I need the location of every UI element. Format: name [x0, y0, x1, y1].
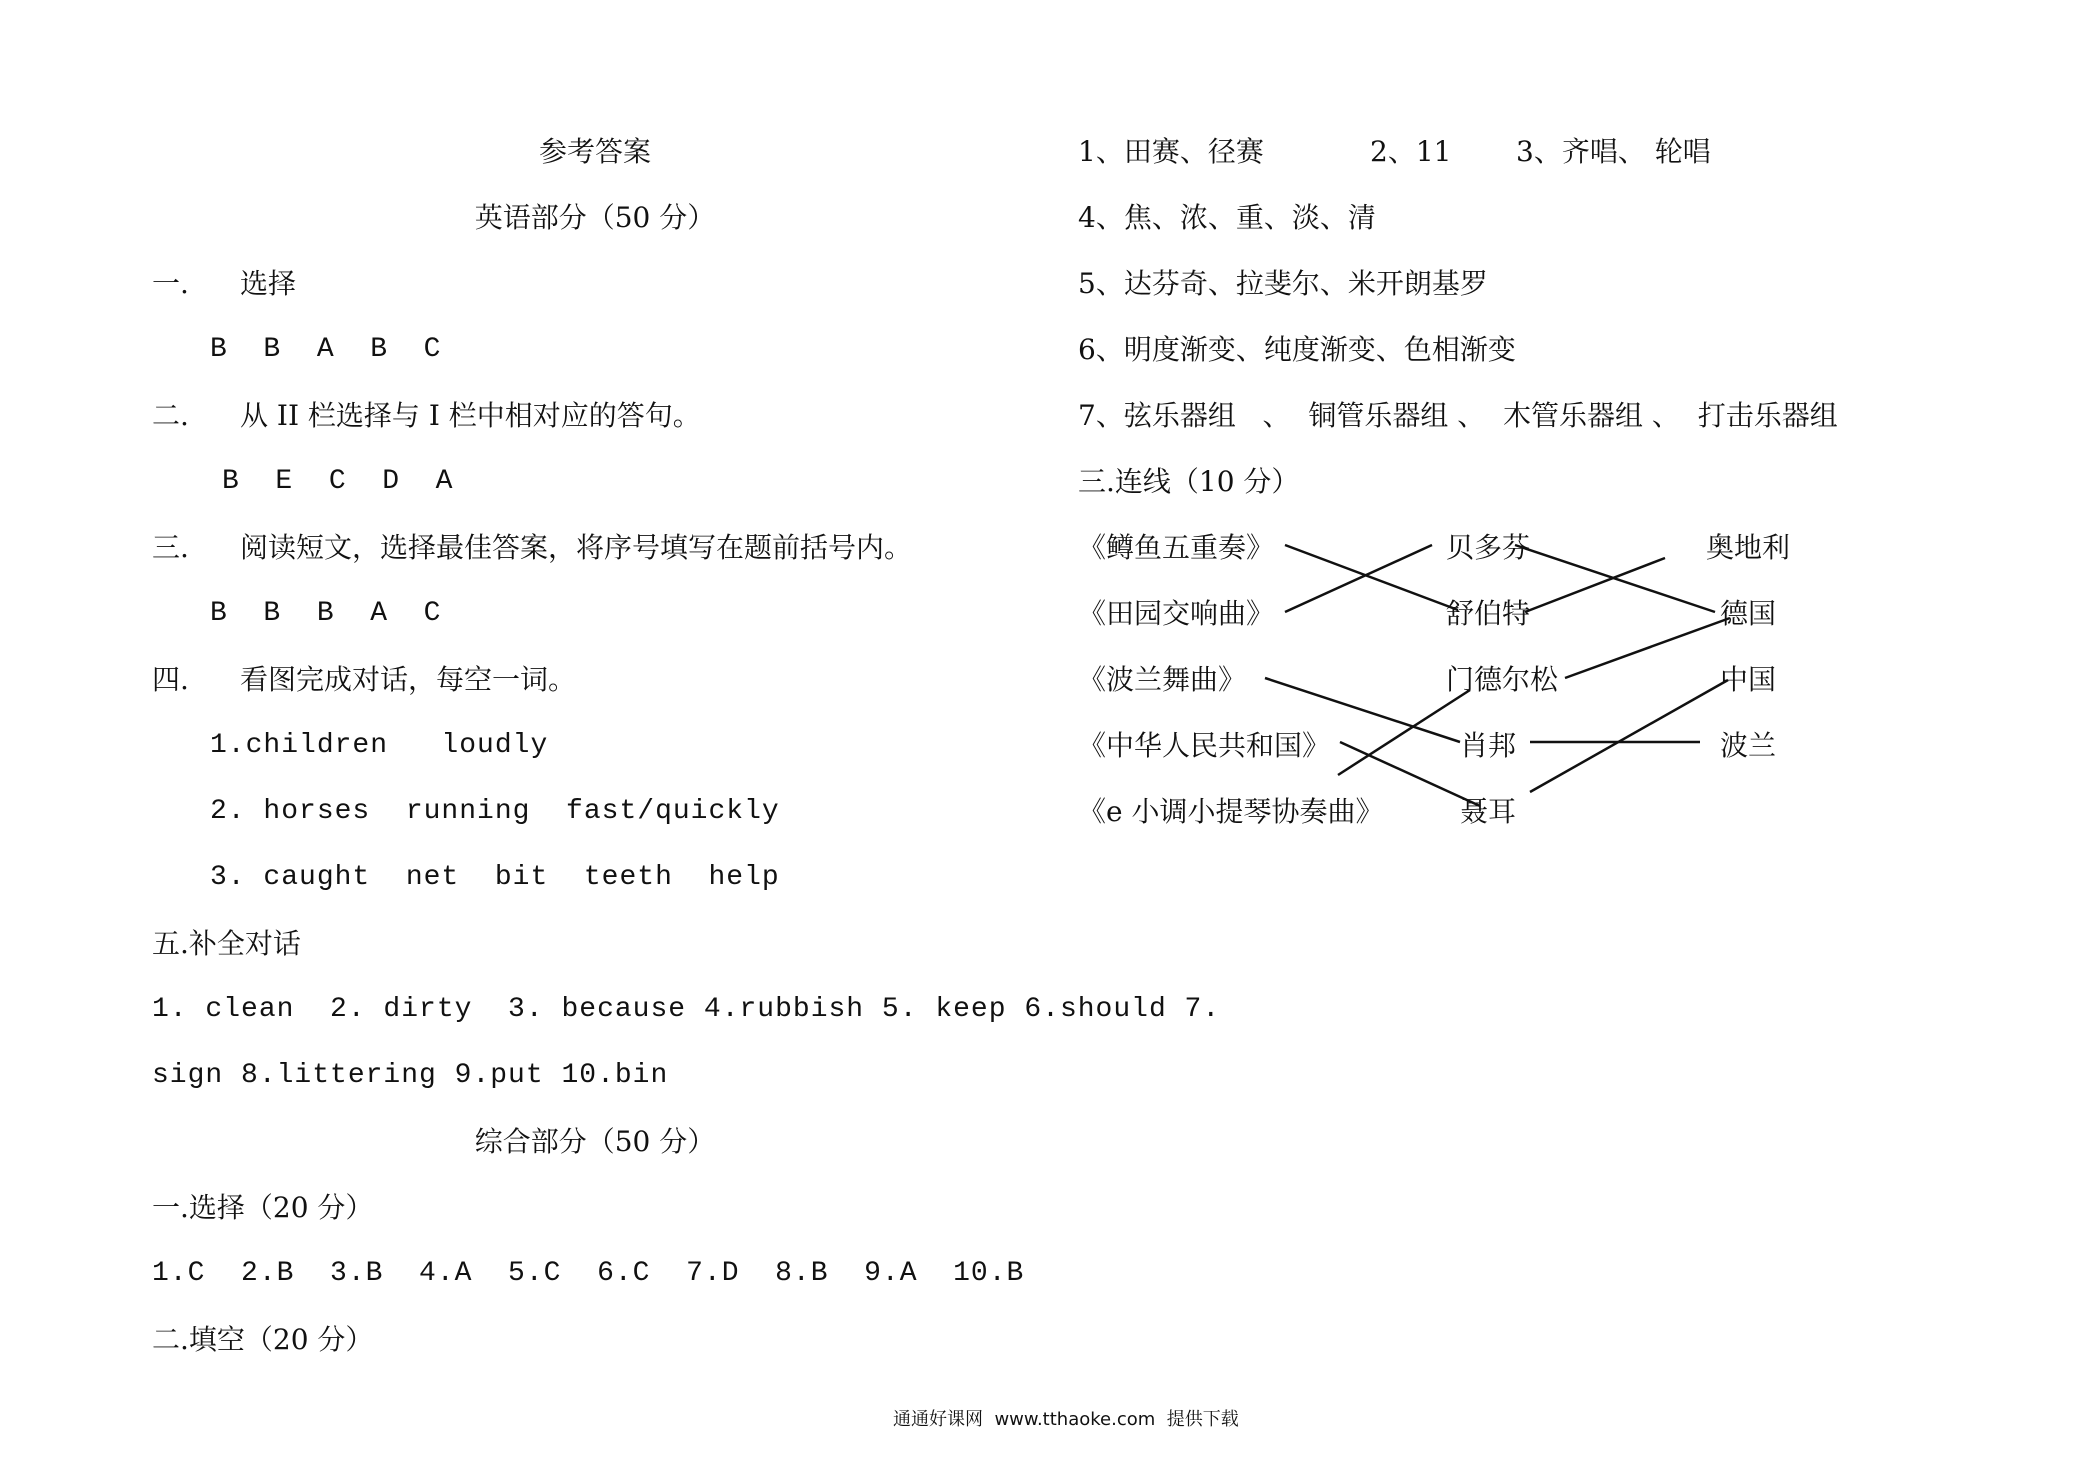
eng-s1-number: 一. [152, 267, 189, 300]
country-3: 中国 [1720, 663, 1777, 696]
match-line-schubert-austria [1525, 558, 1665, 612]
eng-s2-title: 从 II 栏选择与 I 栏中相对应的答句。 [240, 399, 701, 432]
gen-s1-answers: 1.C 2.B 3.B 4.A 5.C 6.C 7.D 8.B 9.A 10.B [152, 1258, 1025, 1289]
eng-s4-line-1: 1.children loudly [210, 730, 549, 761]
gen-s1-title: 一.选择（20 分） [152, 1191, 374, 1224]
fill-answer-1: 1、田赛、径赛 [1078, 135, 1264, 168]
eng-s3-answers: B B B A C [210, 598, 442, 629]
eng-s4-number: 四. [152, 663, 189, 696]
work-2: 《田园交响曲》 [1078, 597, 1275, 630]
country-2: 德国 [1720, 597, 1777, 630]
composer-5: 聂耳 [1460, 795, 1517, 828]
matching-title: 三.连线（10 分） [1078, 465, 1300, 498]
eng-s5-line-2: sign 8.littering 9.put 10.bin [152, 1060, 669, 1091]
eng-s4-title: 看图完成对话，每空一词。 [240, 663, 577, 696]
fill-answer-3: 3、齐唱、 轮唱 [1516, 135, 1711, 168]
match-line-pastoral-beethoven [1285, 545, 1432, 612]
english-heading: 英语部分（50 分） [474, 201, 716, 234]
match-line-nieer-china [1530, 680, 1728, 792]
composer-4: 肖邦 [1460, 729, 1517, 762]
fill-answer-2: 2、11 [1370, 135, 1452, 168]
gen-s2-title: 二.填空（20 分） [152, 1323, 374, 1356]
eng-s5-line-1: 1. clean 2. dirty 3. because 4.rubbish 5. keep 6.should 7. [152, 994, 1221, 1025]
composer-2: 舒伯特 [1446, 597, 1531, 630]
eng-s5-title: 五.补全对话 [152, 927, 301, 960]
eng-s2-answers: B E C D A [222, 466, 454, 497]
work-1: 《鳟鱼五重奏》 [1078, 531, 1275, 564]
work-4: 《中华人民共和国》 [1078, 729, 1331, 762]
eng-s3-number: 三. [152, 531, 189, 564]
page-title: 参考答案 [538, 135, 651, 168]
eng-s1-title: 选择 [240, 267, 297, 300]
fill-answer-7: 7、弦乐器组 、 铜管乐器组 、 木管乐器组 、 打击乐器组 [1078, 399, 1838, 432]
fill-answer-5: 5、达芬奇、拉斐尔、米开朗基罗 [1078, 267, 1488, 300]
eng-s4-line-2: 2. horses running fast/quickly [210, 796, 780, 827]
match-line-mendelssohn-germany [1565, 618, 1730, 678]
composer-1: 贝多芬 [1446, 531, 1531, 564]
match-line-econcerto-mendelssohn [1338, 690, 1470, 775]
work-5: 《e 小调小提琴协奏曲》 [1078, 795, 1384, 828]
eng-s4-line-3: 3. caught net bit teeth help [210, 862, 780, 893]
country-1: 奥地利 [1706, 531, 1791, 564]
eng-s2-number: 二. [152, 399, 189, 432]
general-heading: 综合部分（50 分） [474, 1125, 716, 1158]
fill-answer-4: 4、焦、浓、重、淡、清 [1078, 201, 1376, 234]
fill-answer-6: 6、明度渐变、纯度渐变、色相渐变 [1078, 333, 1516, 366]
match-line-prc-nieer [1340, 742, 1480, 806]
match-line-polonaise-chopin [1265, 678, 1460, 742]
eng-s1-answers: B B A B C [210, 334, 442, 365]
footer-text: 通通好课网 www.tthaoke.com 提供下载 [893, 1409, 1239, 1430]
country-4: 波兰 [1720, 729, 1777, 762]
composer-3: 门德尔松 [1446, 663, 1559, 696]
work-3: 《波兰舞曲》 [1078, 663, 1247, 696]
eng-s3-title: 阅读短文，选择最佳答案，将序号填写在题前括号内。 [240, 531, 913, 564]
